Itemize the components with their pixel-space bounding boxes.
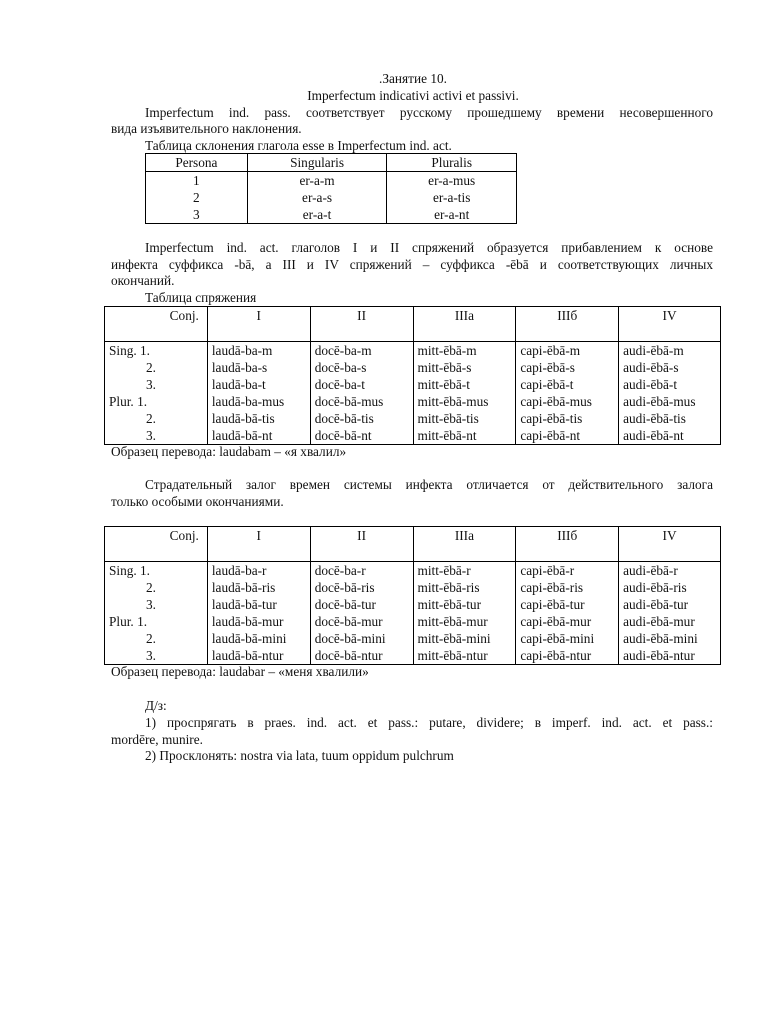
column-header: IIIб (516, 527, 619, 562)
table-cell: 1 (146, 172, 248, 190)
homework-item-2: 2) Просклонять: nostra via lata, tuum oppidum pulchrum (145, 748, 454, 763)
table-cell: audi-ēbā-tur (619, 596, 721, 613)
homework-item-1-line-2: mordēre, munire. (111, 732, 203, 747)
table-cell: capi-ēbā-m (516, 342, 619, 360)
row-label (105, 359, 208, 376)
column-header: IIIa (413, 527, 516, 562)
table-cell: er-a-m (247, 172, 387, 190)
row-label (105, 376, 208, 393)
row-label (105, 579, 208, 596)
table-cell: audi-ēbā-tis (619, 410, 721, 427)
table-cell: laudā-bā-mini (207, 630, 310, 647)
table-cell: er-a-t (247, 206, 387, 224)
table-row (105, 393, 721, 410)
table-cell: mitt-ēbā-tis (413, 410, 516, 427)
table-cell: mitt-ēbā-nt (413, 427, 516, 445)
table-cell: capi-ēbā-ntur (516, 647, 619, 665)
table-cell: er-a-mus (387, 172, 517, 190)
table-cell: laudā-ba-s (207, 359, 310, 376)
table-cell: audi-ēbā-r (619, 562, 721, 580)
lesson-subtitle: Imperfectum indicativi activi et passivi. (307, 88, 519, 103)
table-cell: capi-ēbā-tur (516, 596, 619, 613)
table-cell: audi-ēbā-s (619, 359, 721, 376)
table-cell: mitt-ēbā-tur (413, 596, 516, 613)
table-cell: docē-bā-mus (310, 393, 413, 410)
table-row (105, 376, 721, 393)
row-label (105, 630, 208, 647)
table-cell: mitt-ēbā-mur (413, 613, 516, 630)
table-cell: laudā-bā-tur (207, 596, 310, 613)
row-label (105, 427, 208, 445)
table-cell: docē-ba-m (310, 342, 413, 360)
column-header: I (207, 527, 310, 562)
column-header: Pluralis (387, 154, 517, 172)
table-cell: laudā-ba-r (207, 562, 310, 580)
row-label-text: 3. (146, 597, 156, 612)
table-cell: audi-ēbā-mini (619, 630, 721, 647)
row-label-text: 2. (146, 580, 156, 595)
para2-line-2: инфекта суффикса -bā, а III и IV спряжений – суффикса -ēbā и соответствующих личных (111, 257, 713, 272)
table-cell: capi-ēbā-t (516, 376, 619, 393)
table-cell: capi-ēbā-r (516, 562, 619, 580)
row-label: Plur. 1. (105, 613, 208, 630)
table-cell: mitt-ēbā-t (413, 376, 516, 393)
para3-line-2: только особыми окончаниями. (111, 494, 284, 509)
table-cell: docē-bā-ntur (310, 647, 413, 665)
row-label (105, 647, 208, 665)
table-cell: laudā-ba-t (207, 376, 310, 393)
table-row (146, 206, 517, 224)
table-header-row (146, 154, 517, 172)
row-label-text: 2. (146, 360, 156, 375)
para2-line-1: Imperfectum ind. act. глаголов I и II спряжений образуется прибавлением к основе (145, 240, 713, 255)
table-row (105, 427, 721, 445)
row-label-text: 3. (146, 648, 156, 663)
table-cell: audi-ēbā-ris (619, 579, 721, 596)
passive-conjugation-table (104, 526, 721, 665)
table-row (105, 342, 721, 360)
table-cell: audi-ēbā-t (619, 376, 721, 393)
table-cell: docē-bā-tur (310, 596, 413, 613)
column-header: Conj. (105, 527, 208, 562)
table-cell: mitt-ēbā-mini (413, 630, 516, 647)
table-cell: audi-ēbā-mus (619, 393, 721, 410)
row-label-text: 2. (146, 631, 156, 646)
table-cell: laudā-bā-tis (207, 410, 310, 427)
intro-line-1: Imperfectum ind. pass. соответствует русскому прошедшему времени несовершенного (145, 105, 713, 120)
active-example: Образец перевода: laudabam – «я хвалил» (111, 444, 347, 459)
table-cell: mitt-ēbā-r (413, 562, 516, 580)
row-label (105, 596, 208, 613)
table-cell: capi-ēbā-mus (516, 393, 619, 410)
table-row (105, 579, 721, 596)
table-row (105, 562, 721, 580)
table-cell: audi-ēbā-nt (619, 427, 721, 445)
column-header: I (207, 307, 310, 342)
table-cell: capi-ēbā-s (516, 359, 619, 376)
table-cell: 2 (146, 189, 248, 206)
table-cell: docē-bā-nt (310, 427, 413, 445)
table-cell: docē-bā-mini (310, 630, 413, 647)
table-header-row (105, 307, 721, 342)
table-cell: laudā-ba-m (207, 342, 310, 360)
table-cell: laudā-bā-mur (207, 613, 310, 630)
homework-item-1-line-1: 1) проспрягать в praes. ind. act. et pass.: putare, dividere; в imperf. ind. act. et pass.: (145, 715, 713, 730)
table-cell: laudā-bā-ris (207, 579, 310, 596)
table-cell: mitt-ēbā-mus (413, 393, 516, 410)
table-cell: er-a-s (247, 189, 387, 206)
table-cell: 3 (146, 206, 248, 224)
column-header: Singularis (247, 154, 387, 172)
table-cell: docē-bā-tis (310, 410, 413, 427)
table-row (105, 410, 721, 427)
para2-line-3: окончаний. (111, 273, 175, 288)
table-cell: laudā-bā-ntur (207, 647, 310, 665)
row-label-text: 3. (146, 377, 156, 392)
row-label: Sing. 1. (105, 342, 208, 360)
table-cell: mitt-ēbā-s (413, 359, 516, 376)
column-header: Conj. (105, 307, 208, 342)
table-row (105, 596, 721, 613)
intro-line-2: вида изъявительного наклонения. (111, 121, 302, 136)
table-row (105, 613, 721, 630)
table-cell: mitt-ēbā-ris (413, 579, 516, 596)
table-cell: docē-ba-r (310, 562, 413, 580)
table-row (105, 647, 721, 665)
para3-line-1: Страдательный залог времен системы инфекта отличается от действительного залога (145, 477, 713, 492)
table-cell: capi-ēbā-ris (516, 579, 619, 596)
table-row (146, 189, 517, 206)
row-label-text: 3. (146, 428, 156, 443)
table-cell: er-a-tis (387, 189, 517, 206)
table-cell: capi-ēbā-nt (516, 427, 619, 445)
esse-table-caption: Таблица склонения глагола esse в Imperfectum ind. act. (145, 138, 452, 153)
table-row (105, 359, 721, 376)
row-label: Sing. 1. (105, 562, 208, 580)
table-cell: audi-ēbā-m (619, 342, 721, 360)
column-header: IV (619, 527, 721, 562)
active-conjugation-table (104, 306, 721, 445)
row-label: Plur. 1. (105, 393, 208, 410)
row-label (105, 410, 208, 427)
table-cell: mitt-ēbā-m (413, 342, 516, 360)
column-header: IIIб (516, 307, 619, 342)
column-header: IV (619, 307, 721, 342)
table-cell: audi-ēbā-ntur (619, 647, 721, 665)
table-cell: docē-ba-t (310, 376, 413, 393)
conjugation-table-caption: Таблица спряжения (145, 290, 257, 305)
table-cell: audi-ēbā-mur (619, 613, 721, 630)
table-cell: er-a-nt (387, 206, 517, 224)
table-cell: capi-ēbā-tis (516, 410, 619, 427)
column-header: II (310, 527, 413, 562)
table-header-row (105, 527, 721, 562)
table-row (105, 630, 721, 647)
table-row (146, 172, 517, 190)
table-cell: docē-ba-s (310, 359, 413, 376)
table-cell: capi-ēbā-mini (516, 630, 619, 647)
column-header: IIIa (413, 307, 516, 342)
lesson-title: .Занятие 10. (379, 71, 447, 86)
table-cell: docē-bā-mur (310, 613, 413, 630)
table-cell: laudā-ba-mus (207, 393, 310, 410)
table-cell: docē-bā-ris (310, 579, 413, 596)
row-label-text: 2. (146, 411, 156, 426)
table-cell: laudā-bā-nt (207, 427, 310, 445)
homework-label: Д/з: (145, 698, 167, 713)
column-header: II (310, 307, 413, 342)
column-header: Persona (146, 154, 248, 172)
table-cell: mitt-ēbā-ntur (413, 647, 516, 665)
esse-conjugation-table (145, 153, 517, 224)
table-cell: capi-ēbā-mur (516, 613, 619, 630)
passive-example: Образец перевода: laudabar – «меня хвалили» (111, 664, 369, 679)
